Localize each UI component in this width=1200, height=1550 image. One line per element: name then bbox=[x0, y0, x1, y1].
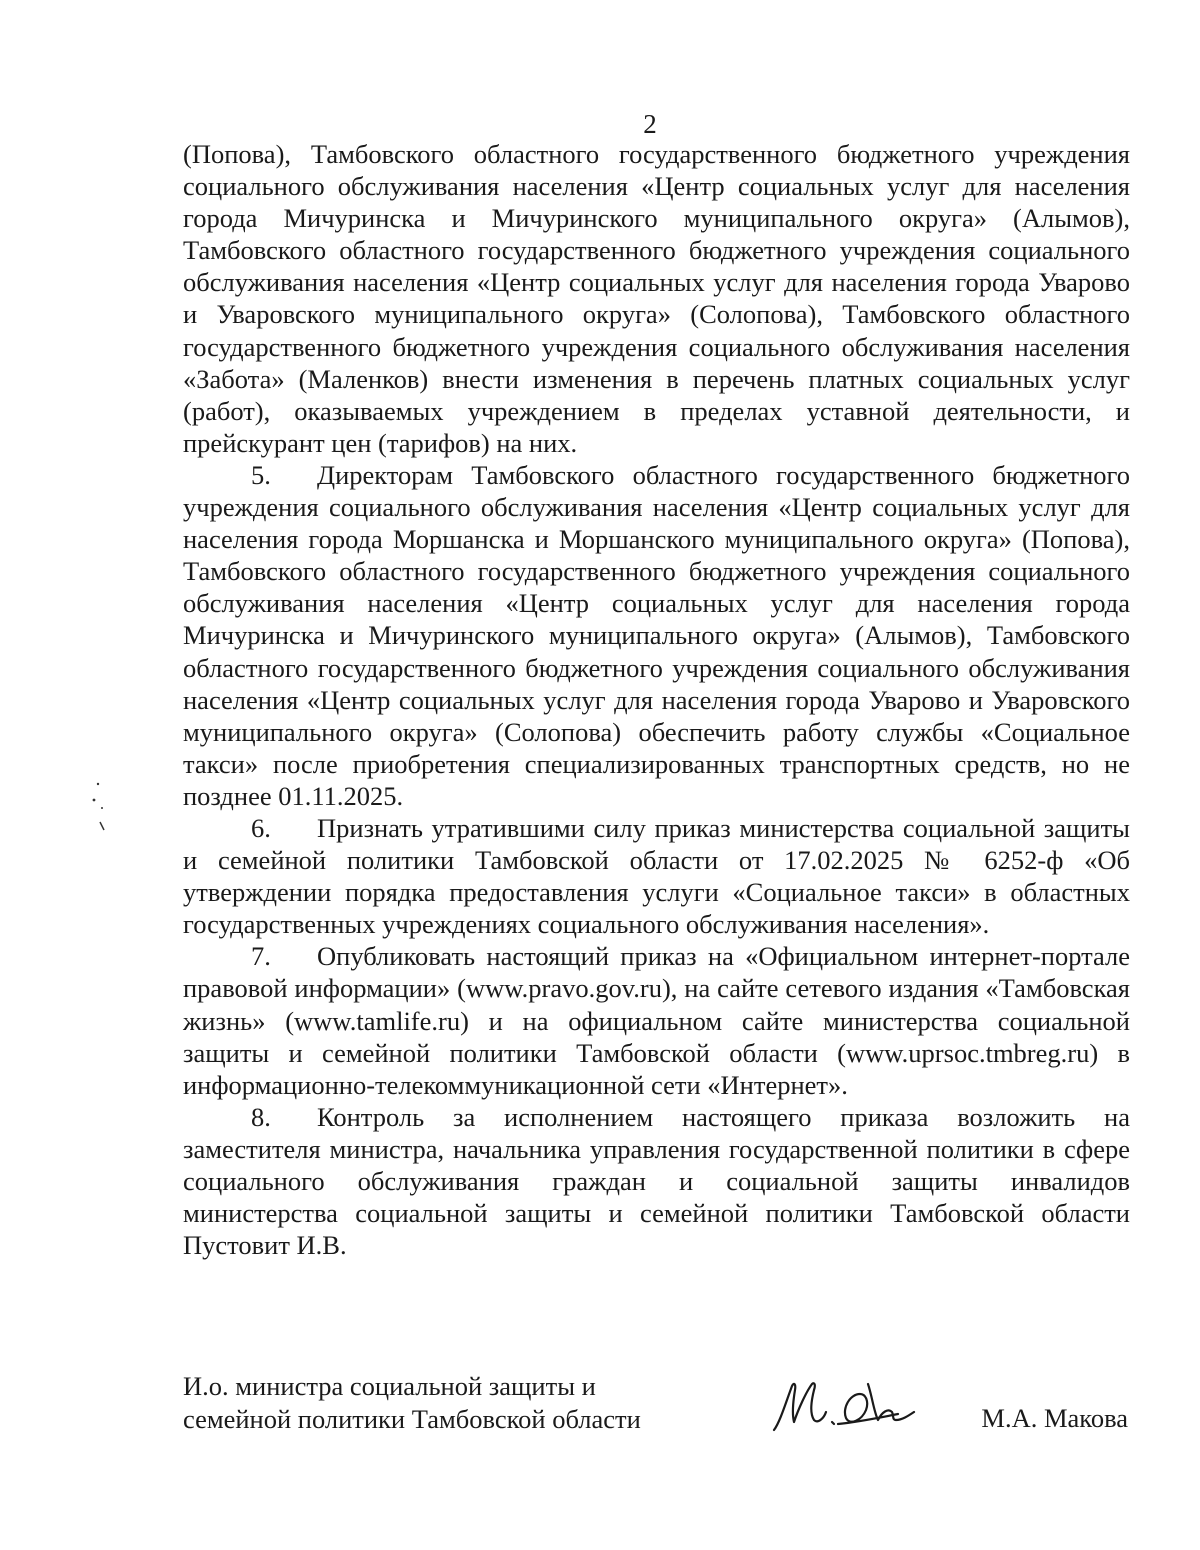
paragraph-text: Опубликовать настоящий приказ на «Официальном интернет-портале правовой информации» (www.pravo.gov.ru), на сайте сетевого издания «Тамбовская жизнь» (www.tamlife.ru) и на официальном сайте министерства социальной защиты и семейной политики Тамбовской области (www.uprsoc.tmbreg.ru) в информационно-телекоммуникационной сети «Интернет». bbox=[183, 941, 1130, 1100]
paragraph-number: 6. bbox=[251, 812, 271, 843]
paragraph-number: 5. bbox=[251, 459, 271, 490]
paragraph-number: 7. bbox=[251, 941, 271, 972]
paragraph-item-5 bbox=[183, 459, 1130, 812]
paragraph-number: 8. bbox=[251, 1101, 271, 1132]
paragraph-continuation bbox=[183, 138, 1130, 459]
signature-block bbox=[183, 1370, 1130, 1450]
page-number: 2 bbox=[643, 109, 657, 139]
scan-speck-marks bbox=[84, 778, 114, 838]
paragraph-text: Признать утратившими силу приказ министерства социальной защиты и семейной политики Тамбовской области от 17.02.2025 № 6252-ф «Об утверждении порядка предоставления услуги «Социальное такси» в областных государственных учреждениях социального обслуживания населения». bbox=[183, 812, 1130, 940]
paragraph-text: Директорам Тамбовского областного государственного бюджетного учреждения социального обслуживания населения «Центр социальных услуг для населения города Моршанска и Моршанского муниципального округа» (Попова), Тамбовского областного государственного бюджетного учреждения социального обслуживания населения «Центр социальных услуг для населения города Мичуринска и Мичуринского муниципального округа» (Алымов), Тамбовского областного государственного бюджетного учреждения социального обслуживания населения «Центр социальных услуг для населения города Уварово и Уваровского муниципального округа» (Солопова) обеспечить работу службы «Социальное такси» после приобретения специализированных транспортных средств, но не позднее 01.11.2025. bbox=[183, 459, 1130, 811]
document-body bbox=[183, 138, 1130, 1261]
signatory-position-line-2: семейной политики Тамбовской области bbox=[183, 1403, 641, 1434]
signatory-position bbox=[183, 1370, 641, 1435]
paragraph-item-6 bbox=[183, 812, 1130, 940]
paragraph-item-7 bbox=[183, 940, 1130, 1100]
signatory-position-line-1: И.о. министра социальной защиты и bbox=[183, 1371, 596, 1401]
paragraph-item-8 bbox=[183, 1101, 1130, 1261]
signatory-name: М.А. Макова bbox=[981, 1403, 1128, 1433]
paragraph-text: (Попова), Тамбовского областного государственного бюджетного учреждения социального обслуживания населения «Центр социальных услуг для населения города Мичуринска и Мичуринского муниципального округа» (Алымов), Тамбовского областного государственного бюджетного учреждения социального обслуживания населения «Центр социальных услуг для населения города Уварово и Уваровского муниципального округа» (Солопова), Тамбовского областного государственного бюджетного учреждения социального обслуживания населения «Забота» (Маленков) внести изменения в перечень платных социальных услуг (работ), оказываемых учреждением в пределах уставной деятельности, и прейскурант цен (тарифов) на них. bbox=[183, 139, 1130, 458]
paragraph-text: Контроль за исполнением настоящего приказа возложить на заместителя министра, начальника управления государственной политики в сфере социального обслуживания граждан и социальной защиты инвалидов министерства социальной защиты и семейной политики Тамбовской области Пустовит И.В. bbox=[183, 1101, 1130, 1261]
handwritten-signature-icon bbox=[768, 1372, 918, 1442]
